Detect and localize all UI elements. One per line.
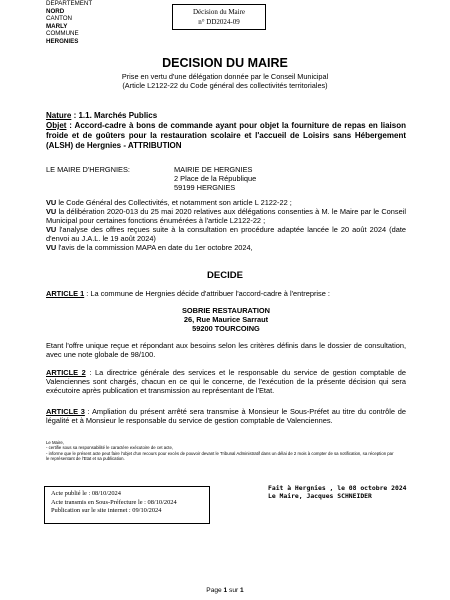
legal-notice-line2: - certifie sous sa responsabilité le caractère exécutoire de cet acte, — [46, 445, 174, 451]
article-2-text: : La directrice générale des services et le responsable du service de gestion comptable de Valenciennes sont chargés, chacun en ce qui le concerne, de l'exécution de la présente décision qui sera exécutoire après publication et transmission au représentant de l'Etat. — [46, 368, 407, 395]
objet-label: Objet — [46, 121, 67, 130]
footer-middle: sur — [227, 587, 241, 594]
dept-value: NORD — [46, 7, 65, 15]
page-subtitle — [0, 72, 450, 90]
company-block — [46, 306, 406, 333]
vu-label: VU — [46, 243, 57, 252]
company-city: 59200 TOURCOING — [192, 324, 260, 333]
commune-label: COMMUNE — [46, 30, 79, 38]
publication-line3: Publication sur le site internet : 09/10/2024 — [51, 507, 162, 515]
article-1-label: ARTICLE 1 — [46, 289, 85, 298]
vu-item — [46, 225, 406, 243]
article-2-label: ARTICLE 2 — [46, 368, 86, 377]
footer-total-pages: 1 — [240, 587, 244, 594]
nature-line — [46, 111, 406, 121]
vu-item — [46, 207, 406, 225]
vu-label: VU — [46, 198, 57, 207]
company-street: 26, Rue Maurice Sarraut — [183, 315, 269, 324]
decision-box-line1: Décision du Maire — [192, 8, 246, 16]
canton-value: MARLY — [46, 22, 68, 30]
objet-line — [46, 121, 406, 151]
vu-text: la délibération 2020-013 du 25 mai 2020 relatives aux délégations consenties à M. le Maire par le Conseil Municipal pour certaines fonctions énumérées à l'article L2122-22 ; — [46, 207, 406, 225]
publication-box — [44, 486, 210, 524]
article-2 — [46, 368, 406, 395]
nature-label: Nature — [46, 111, 72, 120]
legal-notice — [46, 440, 396, 462]
vu-list — [46, 198, 406, 252]
signature-block — [268, 484, 407, 500]
mayor-address-line1: MAIRIE DE HERGNIES — [174, 165, 253, 174]
vu-label: VU — [46, 207, 57, 216]
page-title: DECISION DU MAIRE — [162, 56, 288, 70]
publication-line1: Acte publié le : 08/10/2024 — [51, 490, 121, 497]
mayor-address-line3: 59199 HERGNIES — [174, 183, 236, 192]
dept-label: DEPARTEMENT — [46, 0, 93, 7]
article-3 — [46, 407, 406, 425]
canton-label: CANTON — [46, 15, 73, 23]
vu-text: le Code Général des Collectivités, et notamment son article L 2122-22 ; — [56, 198, 292, 207]
nature-objet-block — [46, 111, 406, 151]
subtitle-line2: (Article L2122-22 du Code général des collectivités territoriales) — [122, 81, 328, 90]
article-1 — [46, 289, 406, 298]
vu-item — [46, 243, 406, 252]
decision-number-box — [172, 4, 266, 30]
decide-heading: DECIDE — [207, 270, 243, 281]
vu-label: VU — [46, 225, 57, 234]
page-footer — [0, 587, 450, 594]
signature-name: Le Maire, Jacques SCHNEIDER — [268, 492, 372, 500]
mayor-label: LE MAIRE D'HERGNIES: — [46, 165, 130, 174]
signature-place-date: Fait à Hergnies , le 08 octobre 2024 — [268, 484, 407, 492]
vu-item — [46, 198, 406, 207]
subtitle-line1: Prise en vertu d'une délégation donnée par le Conseil Municipal — [121, 72, 329, 81]
commune-value: HERGNIES — [46, 37, 79, 45]
legal-notice-line1: Le Maire, — [46, 440, 64, 445]
legal-notice-line3: - informe que le présent acte peut faire l'objet d'un recours pour excès de pouvoir devant le Tribunal Administratif dans un délai de 2 mois à compter de sa notification, sa réception par le représentant de l'Etat et sa publication. — [46, 450, 394, 462]
mayor-address-line2: 2 Place de la République — [174, 174, 257, 183]
mayor-address — [174, 165, 256, 192]
nature-value: : 1.1. Marchés Publics — [71, 111, 158, 120]
article-1-text: : La commune de Hergnies décide d'attribuer l'accord-cadre à l'entreprise : — [84, 289, 330, 298]
footer-prefix: Page — [206, 587, 224, 594]
header-admin-info — [46, 0, 92, 46]
publication-line2: Acte transmis en Sous-Préfecture le : 08/10/2024 — [51, 498, 177, 506]
offer-text: Etant l'offre unique reçue et répondant aux besoins selon les critères définis dans le dossier de consultation, avec une note globale de 98/100. — [46, 341, 406, 359]
footer-current-page: 1 — [223, 587, 228, 594]
vu-text: l'analyse des offres reçues suite à la consultation en procédure adaptée lancée le 20 août 2024 (date d'envoi au J.A.L. le 19 août 2024) — [46, 225, 406, 243]
objet-value: : Accord-cadre à bons de commande ayant pour objet la fourniture de repas en liaison froide et de goûters pour la restauration scolaire et l'accueil de Loisirs sans Hébergement (ALSH) de Hergnies - ATTRIBUTION — [46, 121, 406, 150]
article-3-text: : Ampliation du présent arrêté sera transmise à Monsieur le Sous-Préfet au titre du contrôle de légalité et à Monsieur le responsable du service de gestion comptable de Valenciennes. — [46, 407, 406, 425]
company-name: SOBRIE RESTAURATION — [181, 306, 270, 315]
article-3-label: ARTICLE 3 — [46, 407, 85, 416]
vu-text: l'avis de la commission MAPA en date du 1er octobre 2024, — [56, 243, 253, 252]
decision-box-line2: n° DD2024-09 — [198, 18, 240, 26]
